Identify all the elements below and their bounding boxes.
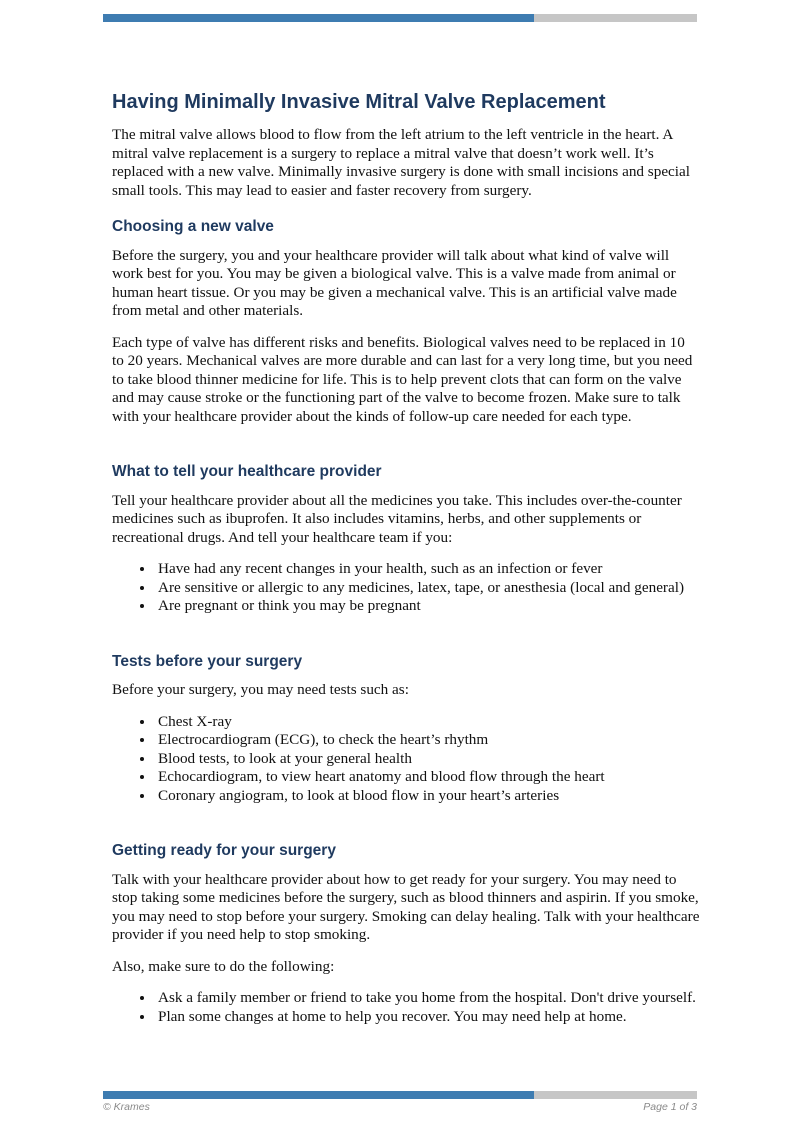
- footer-rule-bar-blue-segment: [103, 1091, 534, 1099]
- intro-paragraph: The mitral valve allows blood to flow from the left atrium to the left ventricle in the heart. A mitral valve replacement is a surgery to replace a mitral valve that doesn’t work well. It’s replaced with a new valve. Minimally invasive surgery is done with small incisions and special small tools. This may lead to easier and faster recovery from surgery.: [112, 126, 690, 199]
- paragraph: Also, make sure to do the following:: [112, 957, 335, 975]
- bullet-list: [112, 560, 700, 616]
- bullet-item: • Coronary angiogram, to look at blood flow in your heart’s arteries: [155, 787, 700, 806]
- paragraph: Each type of valve has different risks and benefits. Biological valves need to be replaced in 10 to 20 years. Mechanical valves are more durable and can last for a very long time, but you need to take blood thinner medicine for life. This is to help prevent clots that can form on the valve and may cause stroke or the functioning part of the valve to become frozen. Make sure to talk with your healthcare provider about the kinds of follow-up care needed for each type.: [112, 333, 693, 425]
- document-body: [112, 90, 700, 1039]
- bullet-item: • Electrocardiogram (ECG), to check the heart’s rhythm: [155, 731, 700, 750]
- section-heading-choosing-a-new-valve: Choosing a new valve: [112, 218, 274, 235]
- footer-copyright: © Krames: [103, 1101, 150, 1113]
- bullet-item: • Are sensitive or allergic to any medicines, latex, tape, or anesthesia (local and general): [155, 579, 700, 598]
- section-heading-getting-ready: Getting ready for your surgery: [112, 842, 336, 860]
- header-rule-bar-blue-segment: [103, 14, 534, 22]
- bullet-item: • Blood tests, to look at your general health: [155, 750, 700, 769]
- paragraph: Talk with your healthcare provider about how to get ready for your surgery. You may need to stop taking some medicines before the surgery, such as blood thinners and aspirin. If you smoke, you may need to stop before your surgery. Smoking can delay healing. Talk with your healthcare provider if you need help to stop smoking.: [112, 870, 700, 944]
- footer-rule-bar: [103, 1091, 697, 1099]
- bullet-item: • Chest X-ray: [155, 713, 700, 732]
- bullet-list: [112, 713, 700, 806]
- paragraph: Before the surgery, you and your healthcare provider will talk about what kind of valve will work best for you. You may be given a biological valve. This is a valve made from animal or human heart tissue. Or you may be given a mechanical valve. This is an artificial valve made from metal and other materials.: [112, 246, 677, 320]
- bullet-list: [112, 989, 700, 1026]
- footer-page-indicator: Page 1 of 3: [643, 1101, 697, 1113]
- bullet-item: • Plan some changes at home to help you recover. You may need help at home.: [155, 1008, 700, 1027]
- paragraph: Before your surgery, you may need tests such as:: [112, 681, 409, 699]
- bullet-item: • Are pregnant or think you may be pregnant: [155, 597, 700, 616]
- page-title: Having Minimally Invasive Mitral Valve Replacement: [112, 91, 606, 113]
- bullet-item: • Ask a family member or friend to take you home from the hospital. Don't drive yourself.: [155, 989, 700, 1008]
- header-rule-bar: [103, 14, 697, 22]
- bullet-item: • Echocardiogram, to view heart anatomy and blood flow through the heart: [155, 768, 700, 787]
- paragraph: Tell your healthcare provider about all the medicines you take. This includes over-the-counter medicines such as ibuprofen. It also includes vitamins, herbs, and other supplements or recreational drugs. And tell your healthcare team if you:: [112, 491, 682, 546]
- section-heading-what-to-tell-provider: What to tell your healthcare provider: [112, 463, 382, 481]
- section-heading-tests-before-surgery: Tests before your surgery: [112, 652, 303, 670]
- footer: [103, 1101, 697, 1113]
- bullet-item: • Have had any recent changes in your health, such as an infection or fever: [155, 560, 700, 579]
